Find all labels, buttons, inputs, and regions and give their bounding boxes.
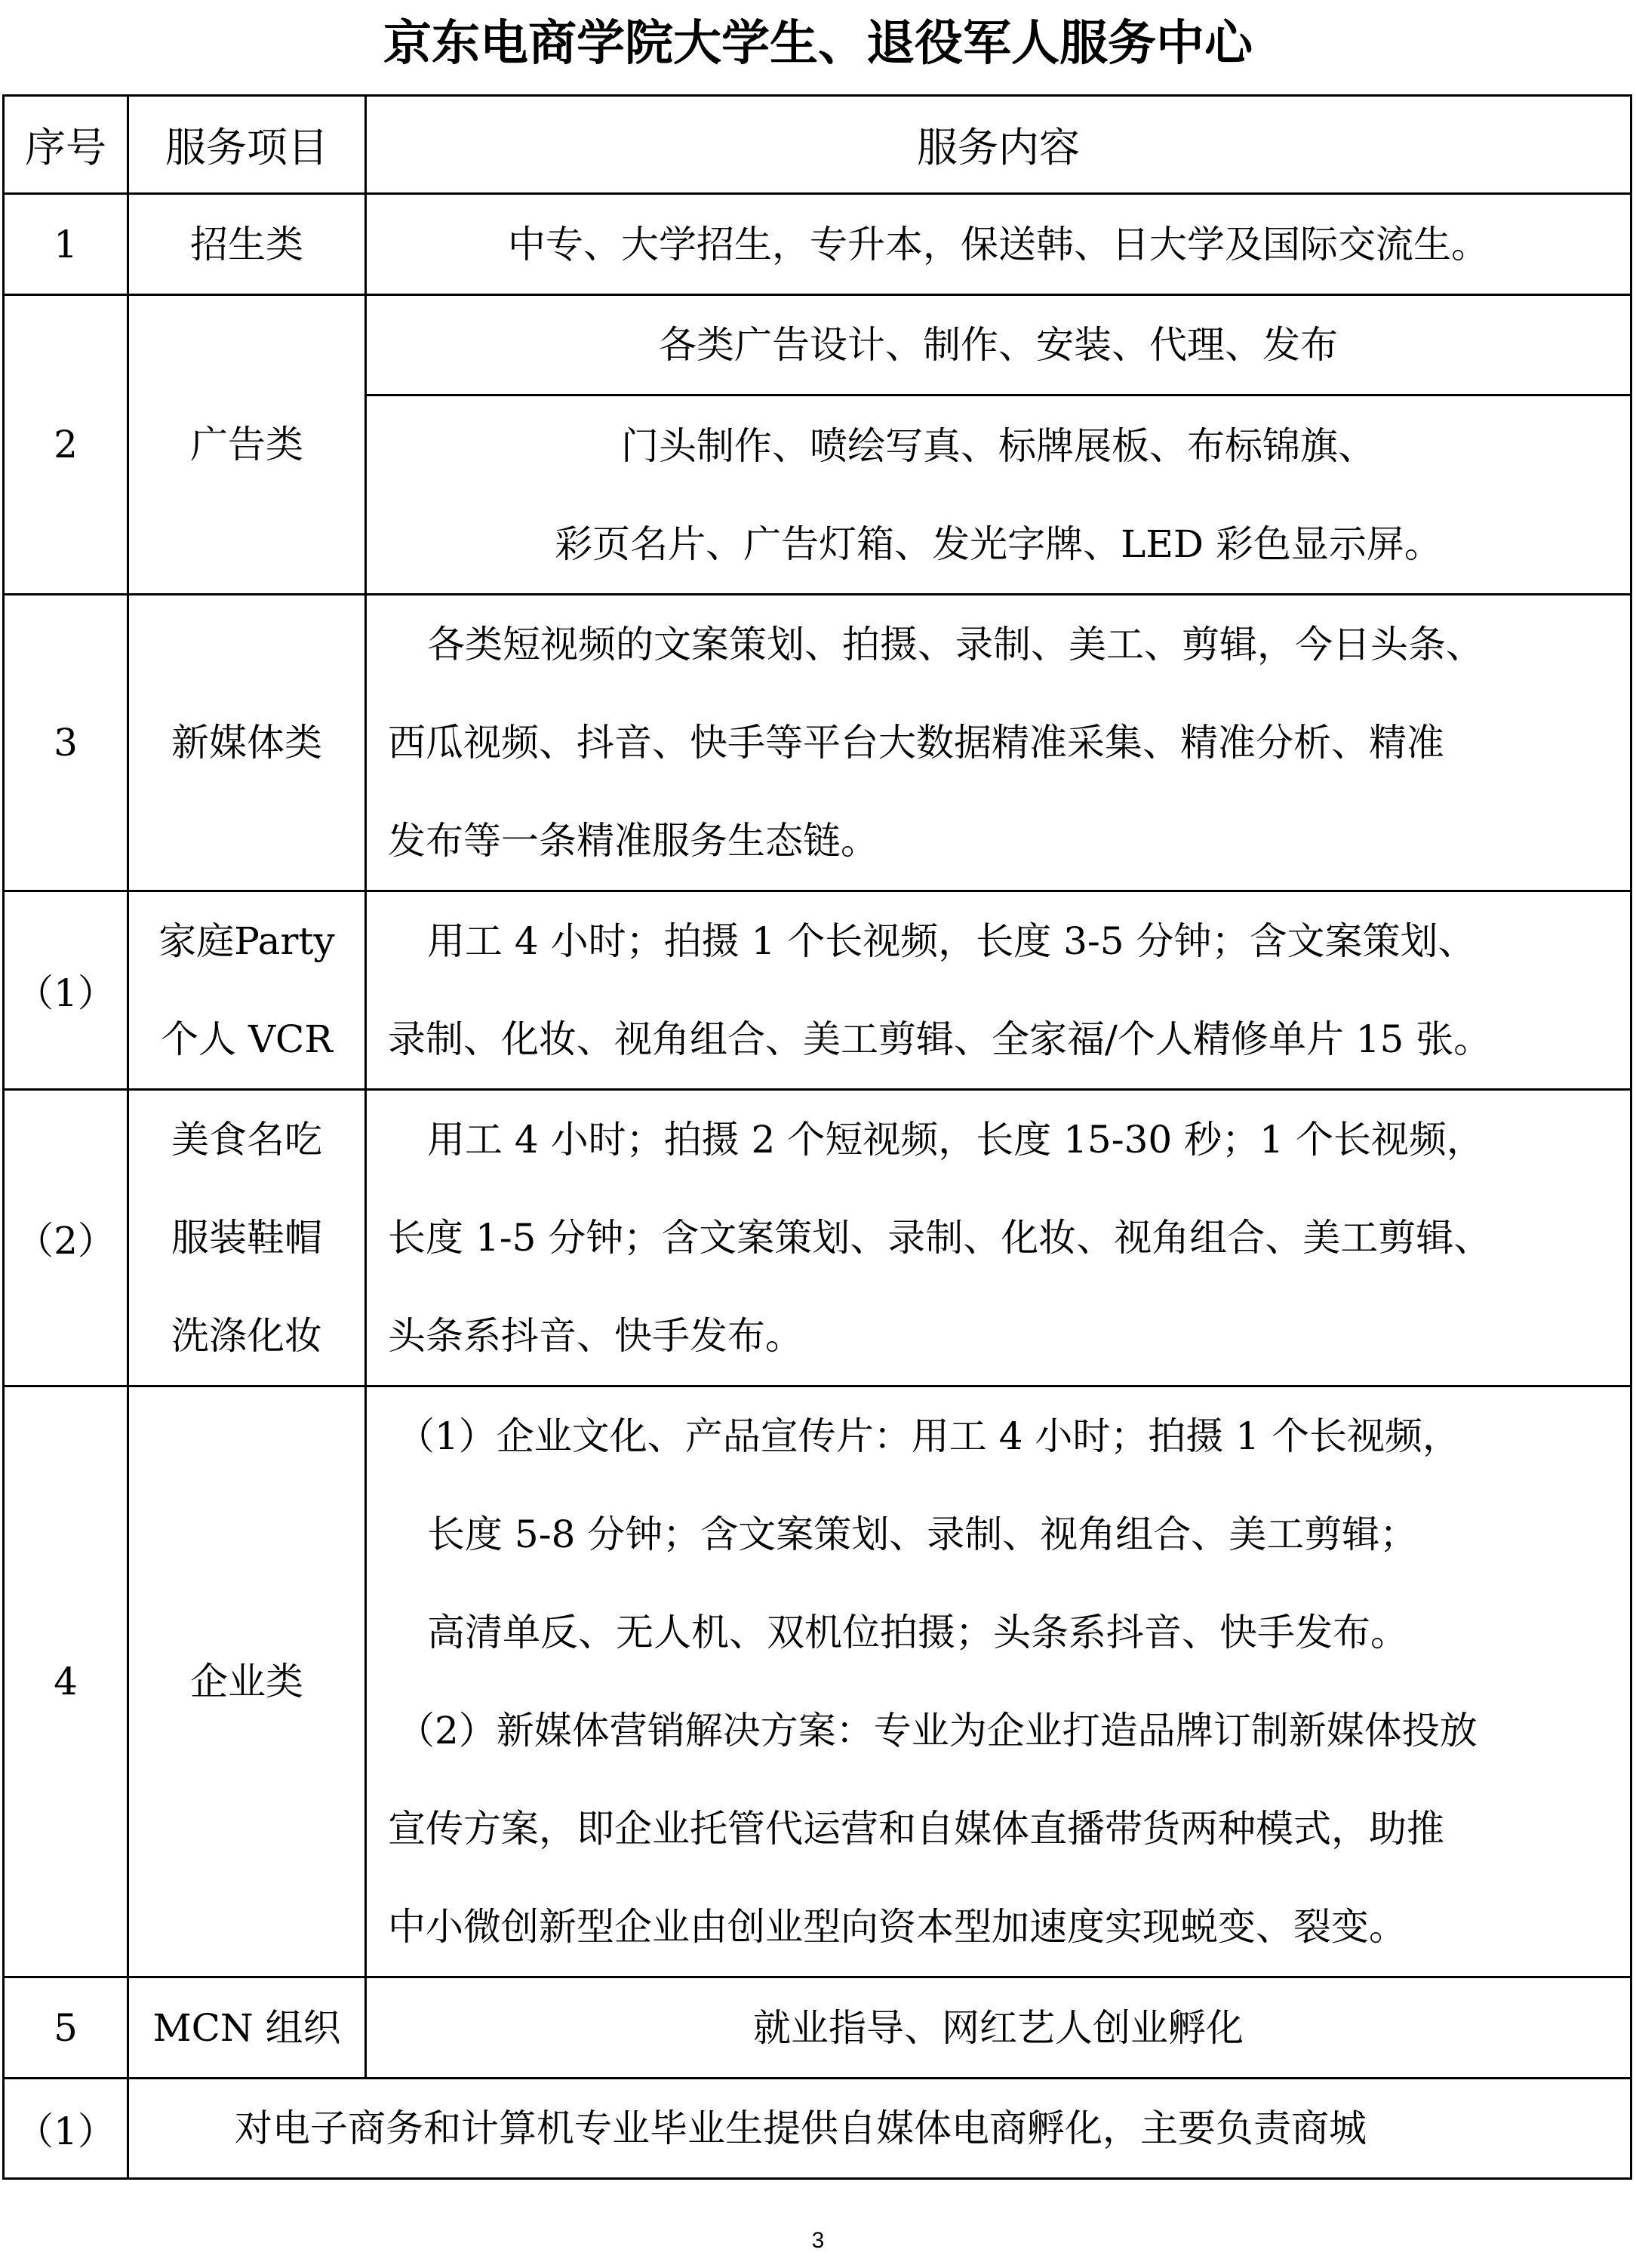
table-row (4, 1090, 1631, 1386)
content-line: 对电子商务和计算机专业毕业生提供自媒体电商孵化，主要负责商城 (235, 2106, 1367, 2150)
row-content (366, 194, 1631, 295)
table-row (4, 194, 1631, 295)
content-line: 彩页名片、广告灯箱、发光字牌、LED 彩色显示屏。 (555, 522, 1442, 566)
row-no: 2 (4, 295, 128, 595)
row-item (128, 595, 366, 891)
row-item (128, 891, 366, 1090)
item-line: 洗涤化妆 (171, 1314, 322, 1358)
row-no: （1） (4, 891, 128, 1090)
row-no: （2） (4, 1090, 128, 1386)
content-line: 用工 4 小时；拍摄 1 个长视频，长度 3-5 分钟；含文案策划、 (427, 919, 1476, 963)
row-no: 5 (4, 1977, 128, 2079)
row-item (128, 194, 366, 295)
content-line: 头条系抖音、快手发布。 (388, 1314, 803, 1358)
row-content (366, 595, 1631, 891)
item-line: MCN 组织 (152, 2005, 341, 2050)
row-content-b (366, 395, 1631, 595)
item-line: 招生类 (190, 222, 303, 266)
table-row (4, 595, 1631, 891)
row-no: 1 (4, 194, 128, 295)
row-content (366, 1977, 1631, 2079)
content-line: 门头制作、喷绘写真、标牌展板、布标锦旗、 (621, 423, 1376, 468)
row-content (366, 891, 1631, 1090)
item-line: 服装鞋帽 (171, 1216, 322, 1260)
content-line: 录制、化妆、视角组合、美工剪辑、全家福/个人精修单片 15 张。 (388, 1017, 1492, 1061)
content-line: 发布等一条精准服务生态链。 (388, 819, 878, 863)
row-content-a (366, 295, 1631, 395)
item-line: 广告类 (190, 423, 303, 466)
content-line: 长度 5-8 分钟；含文案策划、录制、视角组合、美工剪辑； (427, 1513, 1418, 1556)
row-item (128, 1977, 366, 2079)
header-content: 服务内容 (366, 96, 1631, 194)
table-row (4, 1386, 1631, 1977)
row-item (128, 1090, 366, 1386)
row-no: 4 (4, 1386, 128, 1977)
header-item: 服务项目 (128, 96, 366, 194)
table-header-row (4, 96, 1631, 194)
table-row (4, 295, 1631, 395)
content-line: （1）企业文化、产品宣传片：用工 4 小时；拍摄 1 个长视频， (397, 1414, 1461, 1458)
content-line: 各类短视频的文案策划、拍摄、录制、美工、剪辑，今日头条、 (427, 623, 1484, 666)
content-line: 宣传方案，即企业托管代运营和自媒体直播带货两种模式，助推 (388, 1807, 1444, 1851)
row-no: （1） (4, 2079, 128, 2179)
row-no: 3 (4, 595, 128, 891)
content-line: 各类广告设计、制作、安装、代理、发布 (659, 323, 1338, 367)
content-line: 就业指导、网红艺人创业孵化 (753, 2005, 1244, 2050)
content-line: 高清单反、无人机、双机位拍摄；头条系抖音、快手发布。 (427, 1611, 1408, 1654)
page-title: 京东电商学院大学生、退役军人服务中心 (383, 16, 1253, 72)
page-number: 3 (811, 2228, 825, 2253)
table-row (4, 2079, 1631, 2179)
content-line: 西瓜视频、抖音、快手等平台大数据精准采集、精准分析、精准 (388, 721, 1444, 765)
service-table (2, 94, 1632, 2180)
table-row (4, 891, 1631, 1090)
content-line: 中小微创新型企业由创业型向资本型加速度实现蜕变、裂变。 (388, 1905, 1407, 1949)
item-line: 家庭Party (158, 919, 335, 963)
content-line: 用工 4 小时；拍摄 2 个短视频，长度 15-30 秒；1 个长视频， (427, 1118, 1484, 1162)
content-line: （2）新媒体营销解决方案：专业为企业打造品牌订制新媒体投放 (397, 1709, 1478, 1753)
row-content (128, 2079, 1631, 2179)
content-line: 中专、大学招生，专升本，保送韩、日大学及国际交流生。 (508, 222, 1489, 266)
item-line: 个人 VCR (161, 1017, 333, 1061)
item-line: 企业类 (190, 1660, 303, 1703)
row-item (128, 1386, 366, 1977)
row-content (366, 1090, 1631, 1386)
item-line: 美食名吃 (171, 1118, 322, 1162)
row-item (128, 295, 366, 595)
header-no: 序号 (4, 96, 128, 194)
table-row (4, 1977, 1631, 2079)
row-content (366, 1386, 1631, 1977)
item-line: 新媒体类 (171, 721, 322, 765)
content-line: 长度 1-5 分钟；含文案策划、录制、化妆、视角组合、美工剪辑、 (388, 1216, 1492, 1260)
